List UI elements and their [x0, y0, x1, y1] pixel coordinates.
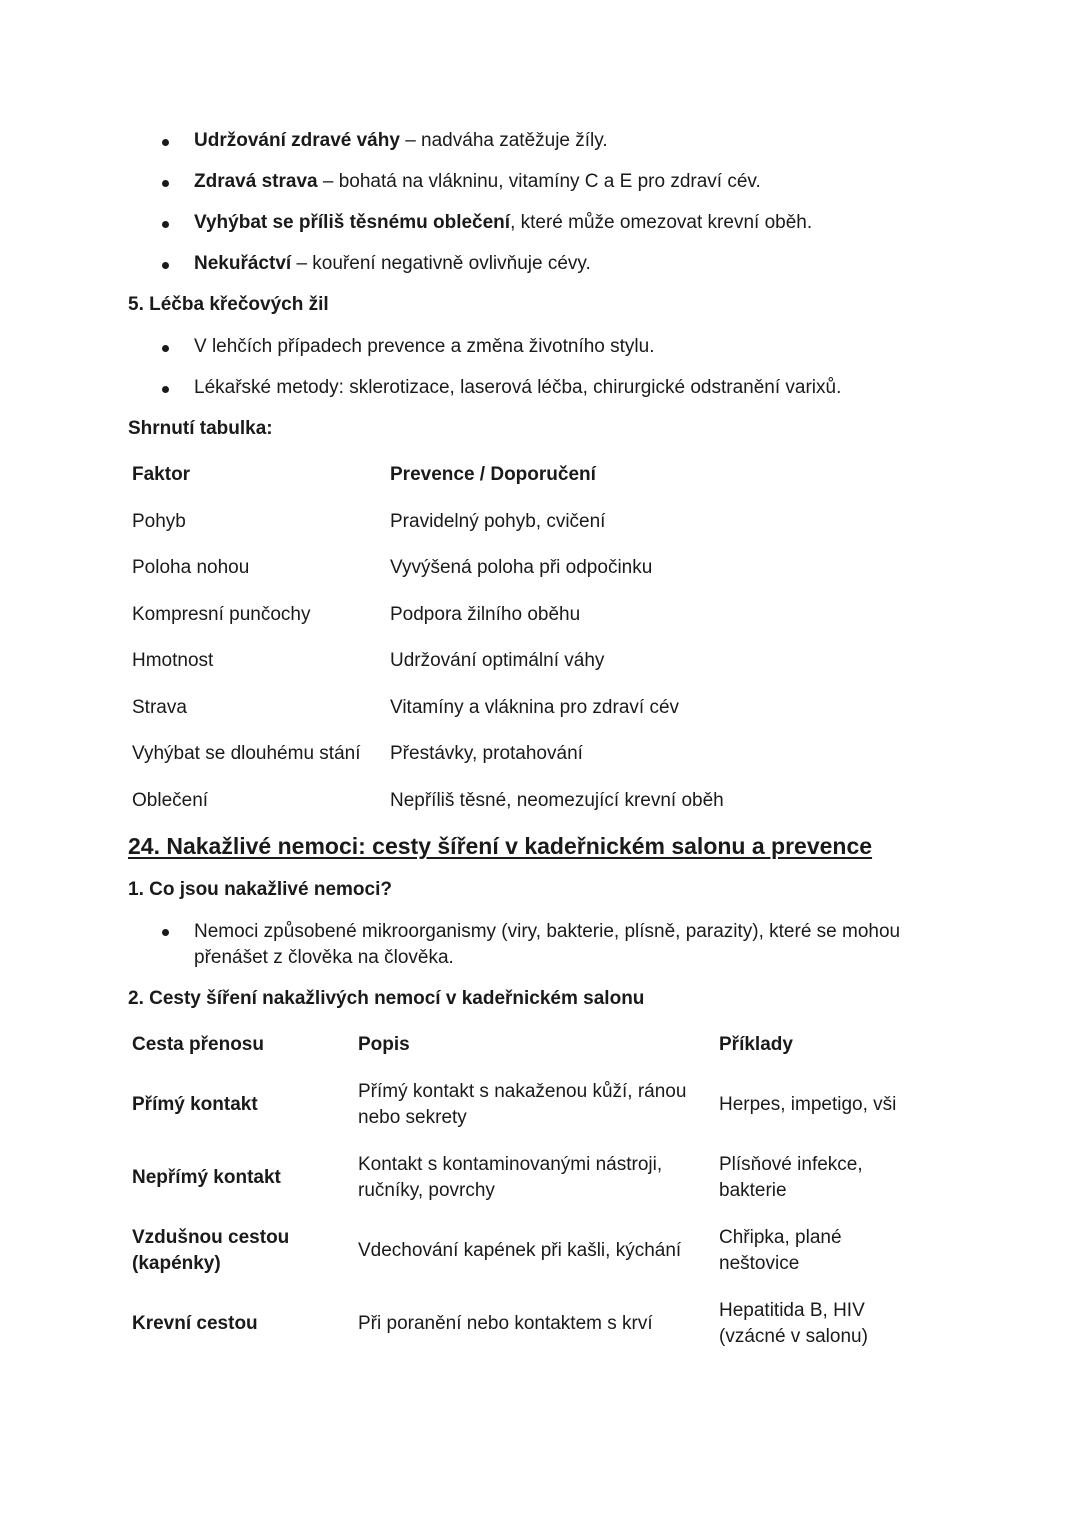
section-heading: 1. Co jsou nakažlivé nemoci?: [128, 879, 392, 900]
list-item: Nemoci způsobené mikroorganismy (viry, bakterie, plísně, parazity), které se mohou přenášet z člověka na člověka.: [194, 921, 901, 968]
list-item-bold: Nekuřáctví: [194, 253, 292, 274]
list-item-bold: Udržování zdravé váhy: [194, 130, 400, 151]
list-item: V lehčích případech prevence a změna životního stylu.: [194, 336, 655, 357]
table-cell: Vzdušnou cestou (kapénky): [132, 1226, 290, 1274]
table-cell: Hepatitida B, HIV (vzácné v salonu): [719, 1299, 868, 1347]
bullet-dot: [162, 386, 169, 393]
bullet-dot: [162, 180, 169, 187]
table-header-row: [128, 1022, 928, 1068]
list-item: [194, 130, 608, 152]
table-cell: Strava: [132, 696, 187, 718]
table-row: [128, 498, 808, 545]
section-heading: 5. Léčba křečových žil: [128, 294, 329, 315]
table-cell: Pohyb: [132, 510, 186, 532]
column-header: Prevence / Doporučení: [390, 464, 596, 485]
column-header: Příklady: [719, 1034, 793, 1055]
list-item-text: , které může omezovat krevní oběh.: [510, 212, 813, 233]
list-item-text: – bohatá na vlákninu, vitamíny C a E pro zdraví cév.: [317, 171, 761, 192]
list-item-text: – nadváha zatěžuje žíly.: [399, 130, 608, 151]
table-cell: Krevní cestou: [132, 1312, 258, 1334]
table-cell: Přímý kontakt: [132, 1093, 258, 1115]
chapter-title: 24. Nakažlivé nemoci: cesty šíření v kadeřnickém salonu a prevence: [128, 833, 873, 859]
table-cell: Chřipka, plané neštovice: [719, 1226, 842, 1274]
table-row: [128, 684, 808, 731]
table-cell: Přímý kontakt s nakaženou kůží, ránou nebo sekrety: [358, 1080, 687, 1128]
list-item-bold: Zdravá strava: [194, 171, 318, 192]
transmission-table: [128, 1022, 928, 1360]
table-header-row: [128, 452, 808, 498]
table-cell: Nepřímý kontakt: [132, 1166, 281, 1188]
list-item: Lékařské metody: sklerotizace, laserová léčba, chirurgické odstranění varixů.: [194, 377, 842, 398]
table-row: [128, 545, 808, 591]
list-item-bold: Vyhýbat se příliš těsnému oblečení: [194, 212, 511, 233]
table-cell: Podpora žilního oběhu: [390, 603, 581, 625]
table-row: [128, 1214, 928, 1287]
table-row: [128, 1141, 928, 1214]
table-row: [128, 777, 808, 824]
column-header: Faktor: [132, 464, 191, 485]
bullet-dot: [162, 221, 169, 228]
column-header: Popis: [358, 1034, 410, 1055]
table-row: [128, 591, 808, 638]
bullet-dot: [162, 929, 169, 936]
table-cell: Vyhýbat se dlouhému stání: [132, 743, 361, 764]
bullet-dot: [162, 262, 169, 269]
list-item: [194, 212, 812, 234]
table-cell: Oblečení: [132, 789, 209, 811]
table-cell: Hmotnost: [132, 650, 214, 671]
list-item-text: – kouření negativně ovlivňuje cévy.: [291, 253, 591, 274]
section-heading: 2. Cesty šíření nakažlivých nemocí v kadeřnickém salonu: [128, 988, 645, 1009]
table-row: [128, 731, 808, 777]
table-cell: Při poranění nebo kontaktem s krví: [358, 1312, 653, 1334]
list-item: [194, 253, 591, 275]
table-cell: Vyvýšená poloha při odpočinku: [390, 557, 653, 578]
table-row: [128, 638, 808, 684]
column-header: Cesta přenosu: [132, 1034, 264, 1055]
table-row: [128, 1068, 928, 1141]
table-cell: Herpes, impetigo, vši: [719, 1093, 897, 1115]
table-cell: Udržování optimální váhy: [390, 650, 605, 671]
table-cell: Plísňové infekce, bakterie: [719, 1153, 863, 1201]
table-cell: Kompresní punčochy: [132, 603, 311, 625]
bullet-dot: [162, 345, 169, 352]
bullet-dot: [162, 139, 169, 146]
table-cell: Poloha nohou: [132, 557, 250, 578]
summary-heading: Shrnutí tabulka:: [128, 418, 273, 439]
table-cell: Vdechování kapének při kašli, kýchání: [358, 1239, 682, 1261]
table-cell: Pravidelný pohyb, cvičení: [390, 510, 606, 532]
table-row: [128, 1287, 928, 1360]
table-cell: Vitamíny a vláknina pro zdraví cév: [390, 696, 680, 718]
table-cell: Nepříliš těsné, neomezující krevní oběh: [390, 789, 724, 811]
list-item: [194, 171, 761, 193]
table-cell: Kontakt s kontaminovanými nástroji, ručníky, povrchy: [358, 1153, 663, 1201]
table-cell: Přestávky, protahování: [390, 743, 583, 764]
summary-table: [128, 452, 808, 824]
